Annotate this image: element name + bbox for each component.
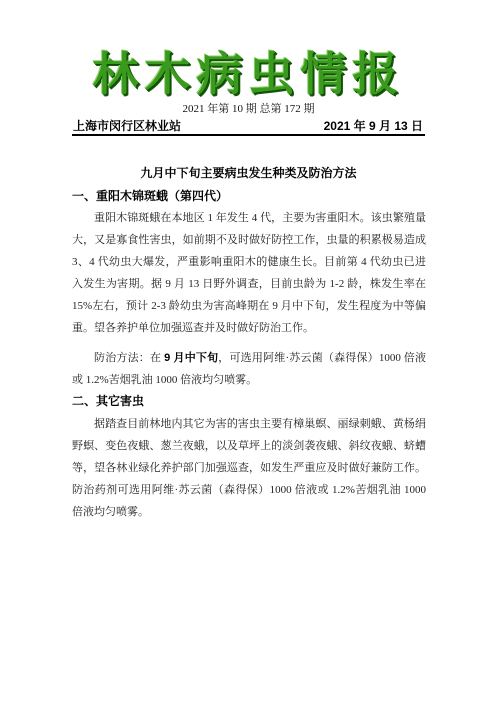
method-suffix: ，可选用阿维·苏云菌（森得保）1000 倍液或 1.2%苦烟乳油 1000 倍液均匀喷雾。	[72, 352, 426, 386]
method-prefix: 防治方法：在	[94, 352, 165, 364]
section-1-paragraph-1: 重阳木锦斑蛾在本地区 1 年发生 4 代，主要为害重阳木。该虫繁殖量大，又是寡食性害虫，如前期不及时做好防控工作，虫量的积累极易造成 3、4 代幼虫大爆发，严重影响重阳木的健康生长。目前第 4 代幼虫已进入发生为害期。据 9 月 13 日野外调查，目前虫龄为 1-2 龄，株发生率在 15%左右，预计 2-3 龄幼虫为害高峰期在 9 月中下旬，发生程度为中等偏重。望各养护单位加强巡查并及时做好防治工作。	[72, 212, 426, 334]
issue-line: 2021 年第 10 期 总第 172 期	[182, 103, 315, 115]
header-divider	[72, 134, 425, 136]
organization-name: 上海市闵行区林业站	[73, 119, 182, 133]
section-2-paragraph-1: 据踏查目前林地内其它为害的害虫主要有樟巢螟、丽绿刺蛾、黄杨绢野螟、变色夜蛾、葱兰夜蛾，以及草坪上的淡剑袭夜蛾、斜纹夜蛾、蛴螬等，望各林业绿化养护部门加强巡查，如发生严重应及时做好兼防工作。防治药剂可选用阿维·苏云菌（森得保）1000 倍液或 1.2%苦烟乳油 1000 倍液均匀喷雾。	[72, 418, 426, 518]
section-1-heading: 一、重阳木锦斑蛾（第四代）	[72, 189, 229, 203]
section-2-heading: 二、其它害虫	[72, 394, 145, 408]
publish-date: 2021 年 9 月 13 日	[323, 119, 423, 133]
masthead-title: 林木病虫情报	[92, 47, 405, 101]
method-timing: 9 月中下旬	[164, 352, 219, 364]
section-1-paragraph-2	[72, 347, 426, 391]
article-title: 九月中下旬主要病虫发生种类及防治方法	[140, 166, 357, 180]
